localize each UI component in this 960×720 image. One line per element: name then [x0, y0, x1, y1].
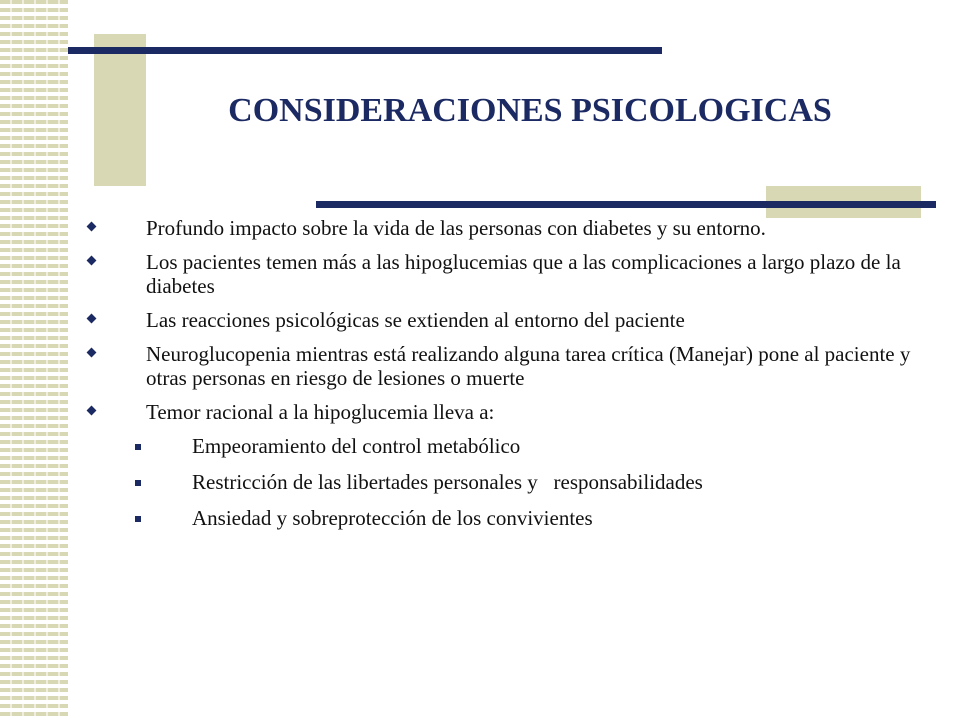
bullet-item — [80, 342, 940, 390]
decorative-stripes-overlay — [0, 0, 68, 720]
square-bullet-icon — [135, 480, 141, 486]
sub-bullet-item — [80, 506, 940, 530]
bullet-text: Los pacientes temen más a las hipoglucemias que a las complicaciones a largo plazo de la diabetes — [146, 250, 901, 298]
sub-bullet-item — [80, 434, 940, 458]
title-top-rule — [68, 47, 662, 54]
title-bottom-rule — [316, 201, 936, 208]
bullet-item — [80, 250, 940, 298]
slide-title: CONSIDERACIONES PSICOLOGICAS — [228, 92, 832, 129]
diamond-bullet-icon — [87, 314, 97, 324]
sub-bullet-item — [80, 470, 940, 494]
square-bullet-icon — [135, 516, 141, 522]
bullet-item — [80, 308, 940, 332]
bullet-item — [80, 216, 940, 240]
bullet-text: Temor racional a la hipoglucemia lleva a: — [146, 400, 495, 424]
sub-bullet-text: Restricción de las libertades personales y responsabilidades — [192, 470, 703, 494]
bullet-list — [80, 216, 940, 542]
square-bullet-icon — [135, 444, 141, 450]
bullet-text: Las reacciones psicológicas se extienden al entorno del paciente — [146, 308, 685, 332]
bullet-text: Profundo impacto sobre la vida de las personas con diabetes y su entorno. — [146, 216, 766, 240]
diamond-bullet-icon — [87, 256, 97, 266]
sub-bullet-text: Empeoramiento del control metabólico — [192, 434, 521, 458]
diamond-bullet-icon — [87, 406, 97, 416]
diamond-bullet-icon — [87, 222, 97, 232]
diamond-bullet-icon — [87, 348, 97, 358]
sub-bullet-text: Ansiedad y sobreprotección de los convivientes — [192, 506, 593, 530]
bullet-text: Neuroglucopenia mientras está realizando alguna tarea crítica (Manejar) pone al paciente y otras personas en riesgo de lesiones o muerte — [146, 342, 911, 390]
title-accent-block — [94, 34, 146, 186]
bullet-item — [80, 400, 940, 424]
